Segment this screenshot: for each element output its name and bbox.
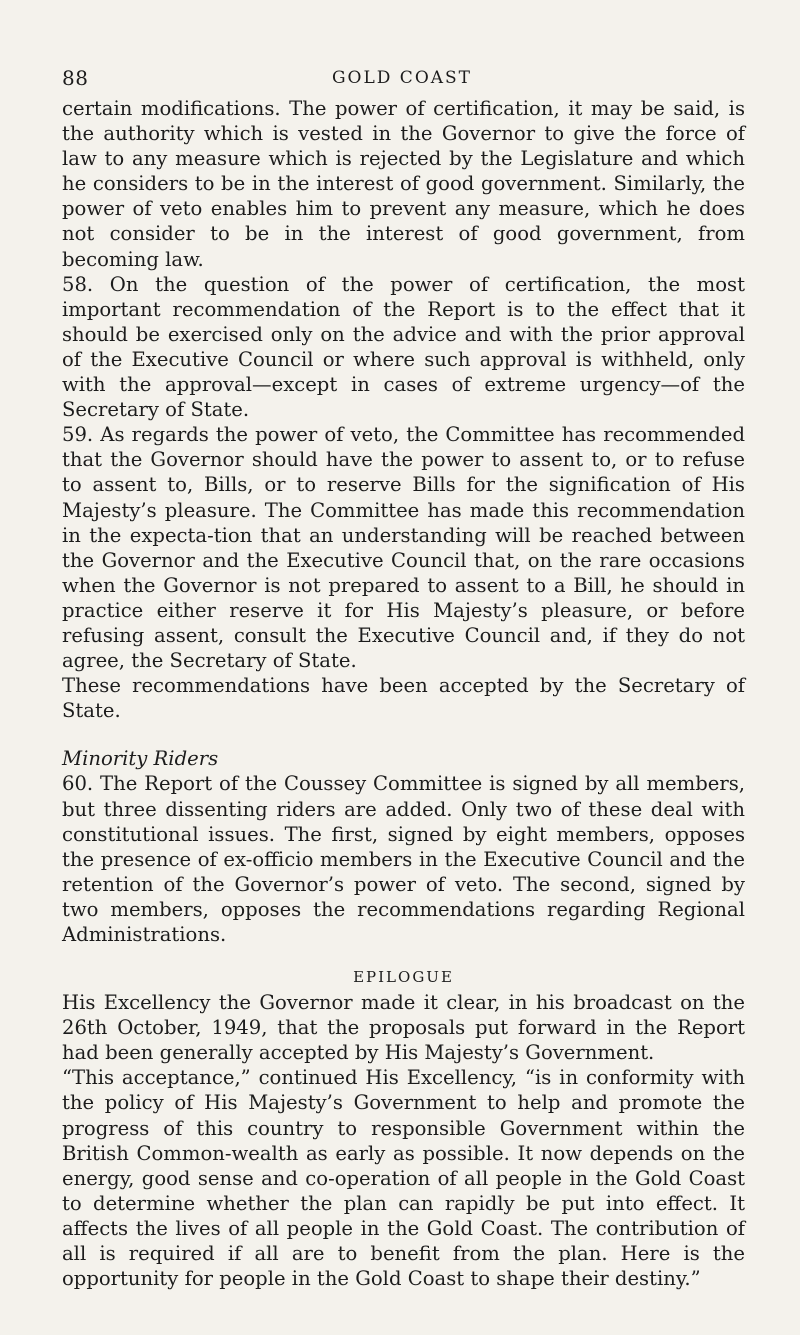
epilogue-heading: EPILOGUE [353, 968, 454, 987]
paragraph-epilogue-1: His Excellency the Governor made it clear, in his broadcast on the 26th October, 1949, that the proposals put forward in the Report had been generally accepted by His Majesty’s Government. [62, 991, 745, 1065]
page-body [62, 96, 745, 1291]
paragraph-epilogue-2: “This acceptance,” continued His Excellency, “is in conformity with the policy of His Majesty’s Government to help and promote the progress of this country to responsible Government within the British Common-wealth as early as possible. It now depends on the energy, good sense and co-operation of all people in the Gold Coast to determine whether the plan can rapidly be put into effect. It affects the lives of all people in the Gold Coast. The contribution of all is required if all are to benefit from the plan. Here is the opportunity for people in the Gold Coast to shape their destiny.” [62, 1066, 745, 1291]
paragraph-intro: certain modifications. The power of certification, it may be said, is the authority which is vested in the Governor to give the force of law to any measure which is rejected by the Legislature and which he considers to be in the interest of good government. Similarly, the power of veto enables him to prevent any measure, which he does not consider to be in the interest of good government, from becoming law. [62, 97, 745, 271]
paragraph-60: 60. The Report of the Coussey Committee is signed by all members, but three dissenting riders are added. Only two of these deal with constitutional issues. The first, signed by eight members, opposes the presence of ex-officio members in the Executive Council and the retention of the Governor’s power of veto. The second, signed by two members, opposes the recommendations regarding Regional Administrations. [62, 772, 745, 946]
paragraph-59-continued: These recommendations have been accepted by the Secretary of State. [62, 674, 745, 723]
running-head: GOLD COAST [331, 68, 473, 88]
paragraph-58: 58. On the question of the power of certification, the most important recommendation of the Report is to the effect that it should be exercised only on the advice and with the prior approval of the Executive Council or where such approval is withheld, only with the approval—except in cases of extreme urgency—of the Secretary of State. [62, 272, 745, 422]
page-number: 88 [62, 66, 89, 90]
page-header [62, 66, 742, 92]
paragraph-59: 59. As regards the power of veto, the Committee has recommended that the Governor should have the power to assent to, or to refuse to assent to, Bills, or to reserve Bills for the signification of His Majesty’s pleasure. The Committee has made this recommendation in the expecta-tion that an understanding will be reached between the Governor and the Executive Council that, on the rare occasions when the Governor is not prepared to assent to a Bill, he should in practice either reserve it for His Majesty’s pleasure, or before refusing assent, consult the Executive Council and, if they do not agree, the Secretary of State. [62, 423, 745, 673]
minority-riders-heading: Minority Riders [62, 747, 219, 771]
